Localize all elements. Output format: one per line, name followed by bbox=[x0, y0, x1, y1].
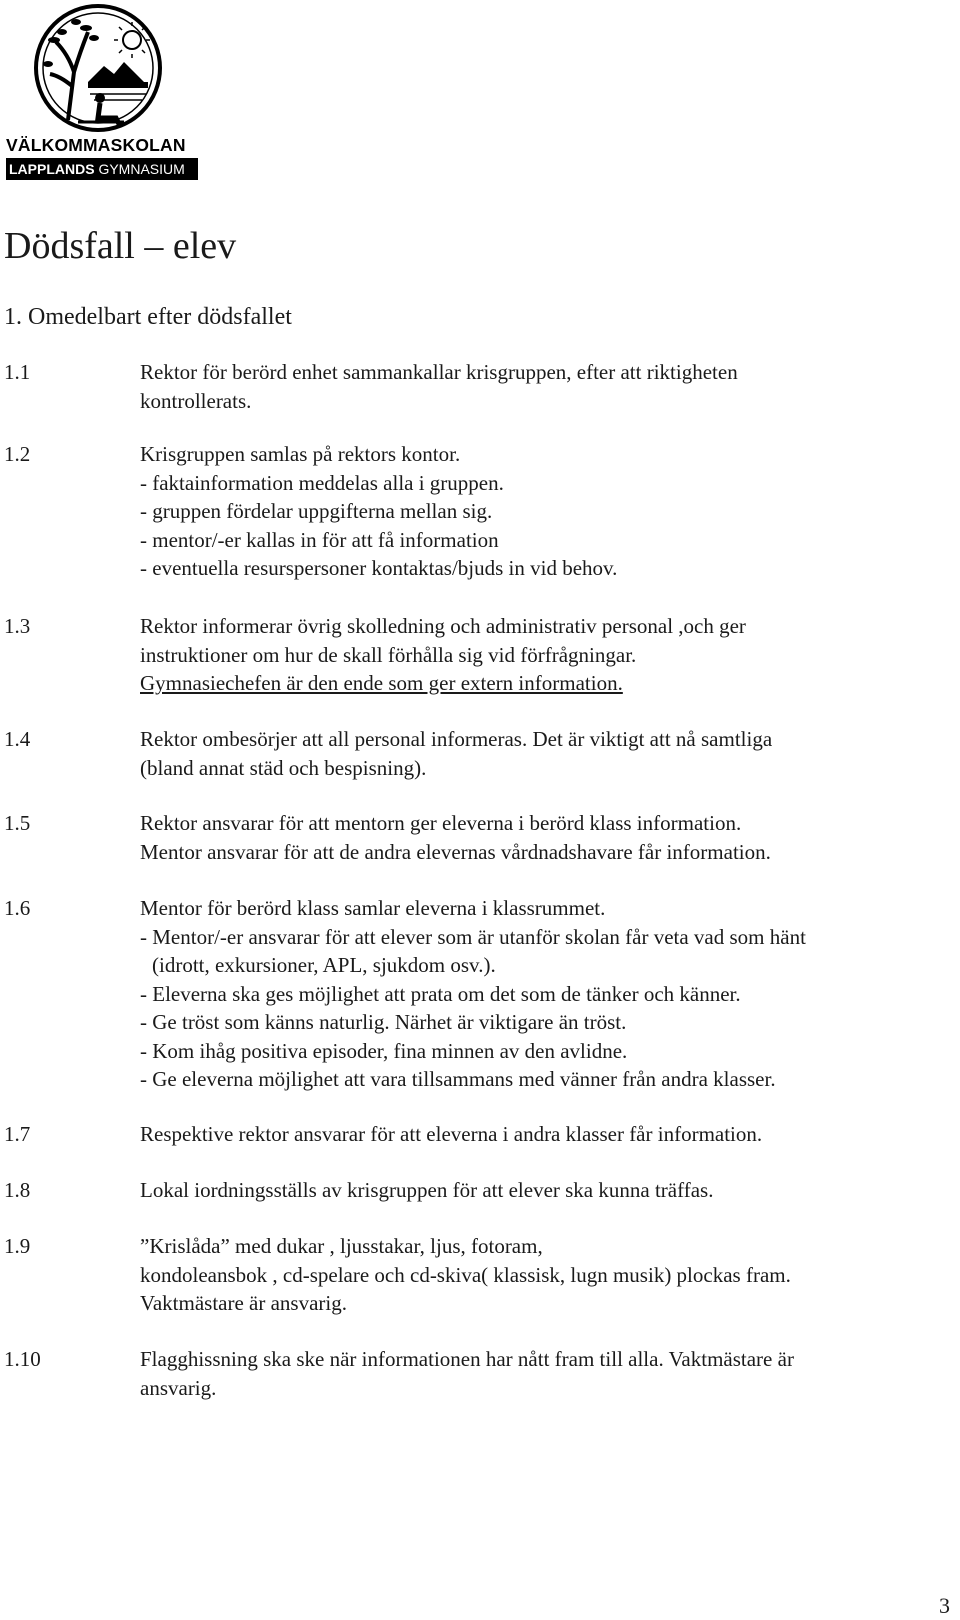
logo-emblem-icon bbox=[28, 2, 168, 134]
item-line: Krisgruppen samlas på rektors kontor. bbox=[140, 442, 461, 466]
item-text bbox=[140, 1176, 950, 1205]
item-line: - Mentor/-er ansvarar för att elever som är utanför skolan får veta vad som hänt bbox=[140, 924, 806, 949]
item-number: 1.10 bbox=[4, 1347, 41, 1371]
item-line-underlined: Gymnasiechefen är den ende som ger extern information. bbox=[140, 671, 623, 695]
logo-subtitle bbox=[6, 158, 198, 180]
item-line: Rektor ombesörjer att all personal informeras. Det är viktigt att nå samtliga bbox=[140, 727, 773, 751]
item-line: Mentor ansvarar för att de andra elevernas vårdnadshavare får information. bbox=[140, 839, 771, 864]
logo-school-name: VÄLKOMMASKOLAN bbox=[6, 135, 186, 155]
item-number: 1.5 bbox=[4, 811, 31, 835]
item-line: Flagghissning ska ske när informationen har nått fram till alla. Vaktmästare är bbox=[140, 1347, 794, 1371]
page-number: 3 bbox=[939, 1593, 950, 1618]
school-logo bbox=[6, 2, 202, 180]
item-text bbox=[140, 440, 950, 583]
item-line: instruktioner om hur de skall förhålla sig vid förfrågningar. bbox=[140, 642, 637, 667]
item-number: 1.1 bbox=[4, 360, 31, 384]
item-line: kondoleansbok , cd-spelare och cd-skiva( klassisk, lugn musik) plockas fram. bbox=[140, 1262, 791, 1287]
item-number: 1.7 bbox=[4, 1122, 31, 1146]
item-line: ”Krislåda” med dukar , ljusstakar, ljus, fotoram, bbox=[140, 1234, 543, 1258]
logo-subtitle-bold: LAPPLANDS bbox=[9, 161, 95, 177]
item-text bbox=[140, 358, 950, 415]
item-line: Vaktmästare är ansvarig. bbox=[140, 1291, 347, 1315]
item-text bbox=[140, 725, 950, 782]
item-number: 1.8 bbox=[4, 1178, 31, 1202]
item-text bbox=[140, 1232, 950, 1318]
item-text bbox=[140, 612, 950, 698]
item-line: - gruppen fördelar uppgifterna mellan sig. bbox=[140, 499, 493, 523]
item-number: 1.6 bbox=[4, 896, 31, 920]
item-line: ansvarig. bbox=[140, 1375, 217, 1400]
page-title: Dödsfall – elev bbox=[4, 225, 237, 267]
item-text bbox=[140, 1120, 950, 1149]
item-number: 1.2 bbox=[4, 442, 31, 466]
item-line: Rektor för berörd enhet sammankallar krisgruppen, efter att riktigheten bbox=[140, 360, 738, 384]
item-line: - Ge eleverna möjlighet att vara tillsammans med vänner från andra klasser. bbox=[140, 1067, 776, 1091]
item-line: Mentor för berörd klass samlar eleverna i klassrummet. bbox=[140, 896, 606, 920]
item-line: - Kom ihåg positiva episoder, fina minnen av den avlidne. bbox=[140, 1038, 628, 1063]
item-line: Lokal iordningsställs av krisgruppen för att elever ska kunna träffas. bbox=[140, 1178, 714, 1202]
item-line: - eventuella resurspersoner kontaktas/bjuds in vid behov. bbox=[140, 556, 618, 580]
item-line: (idrott, exkursioner, APL, sjukdom osv.). bbox=[152, 953, 496, 977]
item-line: Rektor ansvarar för att mentorn ger eleverna i berörd klass information. bbox=[140, 811, 742, 835]
item-line: - mentor/-er kallas in för att få information bbox=[140, 527, 499, 552]
item-line: Rektor informerar övrig skolledning och administrativ personal ,och ger bbox=[140, 614, 746, 638]
item-line: Respektive rektor ansvarar för att eleverna i andra klasser får information. bbox=[140, 1122, 763, 1146]
item-number: 1.4 bbox=[4, 727, 31, 751]
item-line: - faktainformation meddelas alla i gruppen. bbox=[140, 470, 504, 495]
section-heading: 1. Omedelbart efter dödsfallet bbox=[4, 304, 292, 330]
item-line: - Eleverna ska ges möjlighet att prata om det som de tänker och känner. bbox=[140, 981, 741, 1006]
item-line: (bland annat städ och bespisning). bbox=[140, 755, 427, 780]
item-line: - Ge tröst som känns naturlig. Närhet är viktigare än tröst. bbox=[140, 1010, 627, 1034]
item-text bbox=[140, 1345, 950, 1402]
item-number: 1.9 bbox=[4, 1234, 31, 1258]
logo-subtitle-rest: GYMNASIUM bbox=[94, 161, 185, 177]
item-line: kontrollerats. bbox=[140, 388, 252, 413]
item-text bbox=[140, 894, 950, 1094]
item-number: 1.3 bbox=[4, 614, 31, 638]
item-text bbox=[140, 809, 950, 866]
